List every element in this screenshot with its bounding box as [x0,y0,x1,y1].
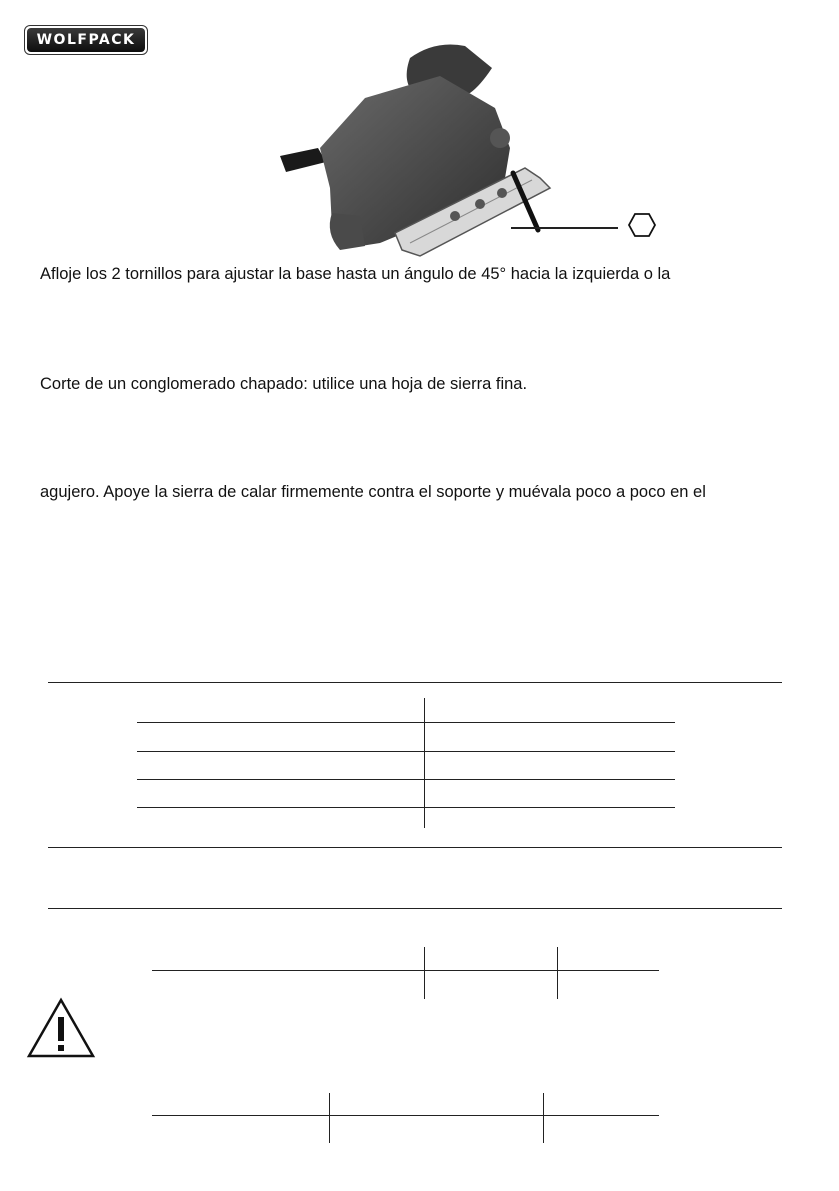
table2-column-divider [424,947,425,999]
jigsaw-photo [270,38,570,263]
section-rule [48,908,782,909]
table3-column-divider [543,1093,544,1143]
warning-triangle-icon [26,997,96,1059]
table3-row-rule [152,1115,659,1116]
table1-row-rule [137,751,675,752]
table2-row-rule [152,970,659,971]
section-rule-top [48,682,782,683]
paragraph-line-2: Corte de un conglomerado chapado: utilice una hoja de sierra fina. [40,375,528,393]
paragraph-line-1: Afloje los 2 tornillos para ajustar la base hasta un ángulo de 45° hacia la izquierda o la [40,265,671,283]
section-rule [48,847,782,848]
table1-row-rule [137,722,675,723]
paragraph-line-3: agujero. Apoye la sierra de calar firmemente contra el soporte y muévala poco a poco en el [40,483,706,501]
callout-line [511,227,618,229]
logo-text: WOLFPACK [36,32,136,48]
brand-logo [24,25,148,55]
table1-column-divider [424,698,425,828]
hex-key-icon [627,212,657,238]
table1-row-rule [137,779,675,780]
table3-column-divider [329,1093,330,1143]
table2-column-divider [557,947,558,999]
table1-row-rule [137,807,675,808]
